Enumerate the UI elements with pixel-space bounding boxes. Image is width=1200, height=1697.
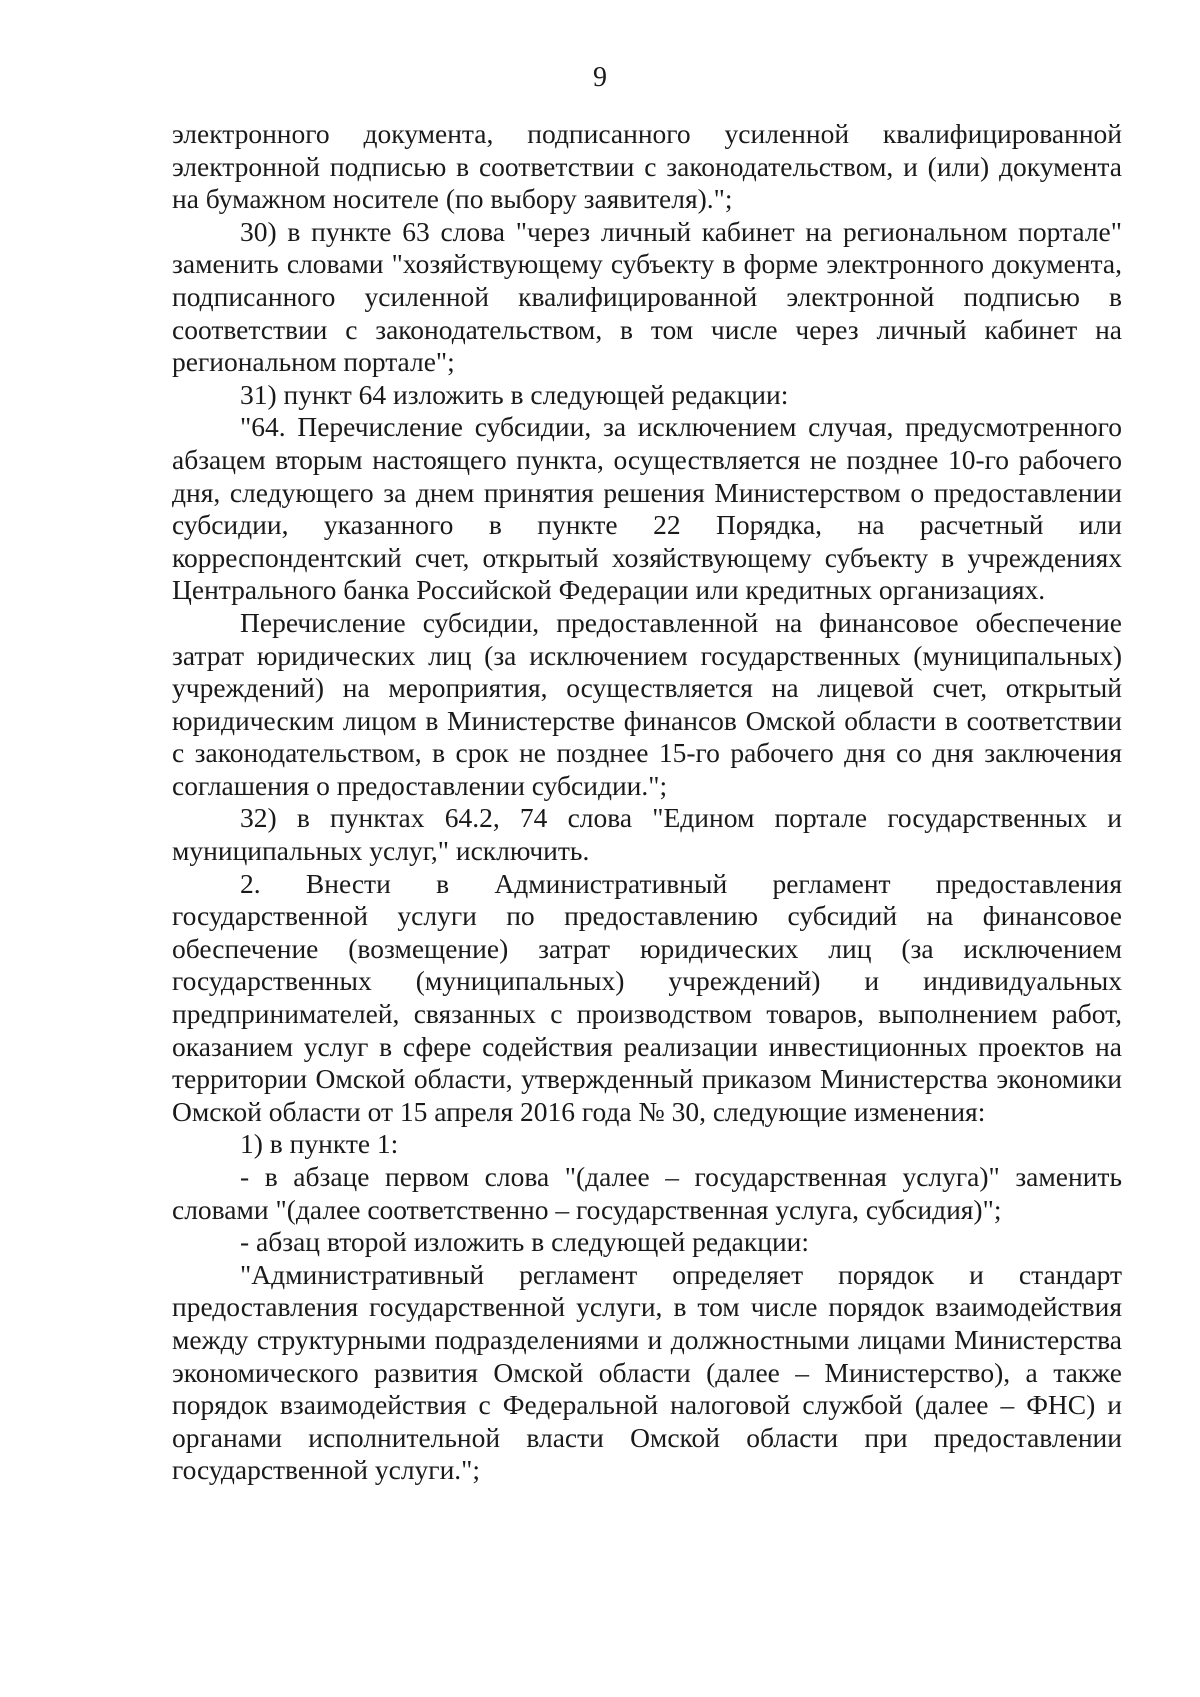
document-body — [172, 118, 1122, 1487]
paragraph: - в абзаце первом слова "(далее – государственная услуга)" заменить словами "(далее соответственно – государственная услуга, субсидия)"; — [172, 1161, 1122, 1225]
page-number: 9 — [593, 62, 607, 93]
paragraph: 31) пункт 64 изложить в следующей редакции: — [240, 378, 789, 410]
paragraph: 1) в пункте 1: — [240, 1128, 399, 1160]
paragraph: электронного документа, подписанного усиленной квалифицированной электронной подписью в соответствии с законодательством, и (или) документа на бумажном носителе (по выбору заявителя)."; — [172, 118, 1122, 215]
paragraph: 30) в пункте 63 слова "через личный кабинет на региональном портале" заменить словами "хозяйствующему субъекту в форме электронного документа, подписанного усиленной квалифицированной электронной подписью в соответствии с законодательством, в том числе через личный кабинет на региональном портале"; — [172, 215, 1122, 378]
paragraph: "Административный регламент определяет порядок и стандарт предоставления государственной услуги, в том числе порядок взаимодействия между структурными подразделениями и должностными лицами Министерства экономического развития Омской области (далее – Министерство), а также порядок взаимодействия с Федеральной налоговой службой (далее – ФНС) и органами исполнительной власти Омской области при предоставлении государственной услуги."; — [172, 1258, 1122, 1486]
paragraph: Перечисление субсидии, предоставленной на финансовое обеспечение затрат юридических лиц (за исключением государственных (муниципальных) учреждений) на мероприятия, осуществляется на лицевой счет, открытый юридическим лицом в Министерстве финансов Омской области в соответствии с законодательством, в срок не позднее 15-го рабочего дня со дня заключения соглашения о предоставлении субсидии."; — [172, 606, 1122, 801]
paragraph: - абзац второй изложить в следующей редакции: — [240, 1226, 810, 1258]
paragraph: 32) в пунктах 64.2, 74 слова "Едином портале государственных и муниципальных услуг," исключить. — [172, 802, 1122, 867]
paragraph: "64. Перечисление субсидии, за исключением случая, предусмотренного абзацем вторым настоящего пункта, осуществляется не позднее 10-го рабочего дня, следующего за днем принятия решения Министерством о предоставлении субсидии, указанного в пункте 22 Порядка, на расчетный или корреспондентский счет, открытый хозяйствующему субъекту в учреждениях Центрального банка Российской Федерации или кредитных организациях. — [172, 411, 1122, 606]
paragraph: 2. Внести в Административный регламент предоставления государственной услуги по предоставлению субсидий на финансовое обеспечение (возмещение) затрат юридических лиц (за исключением государственных (муниципальных) учреждений) и индивидуальных предпринимателей, связанных с производством товаров, выполнением работ, оказанием услуг в сфере содействия реализации инвестиционных проектов на территории Омской области, утвержденный приказом Министерства экономики Омской области от 15 апреля 2016 года № 30, следующие изменения: — [172, 867, 1122, 1127]
